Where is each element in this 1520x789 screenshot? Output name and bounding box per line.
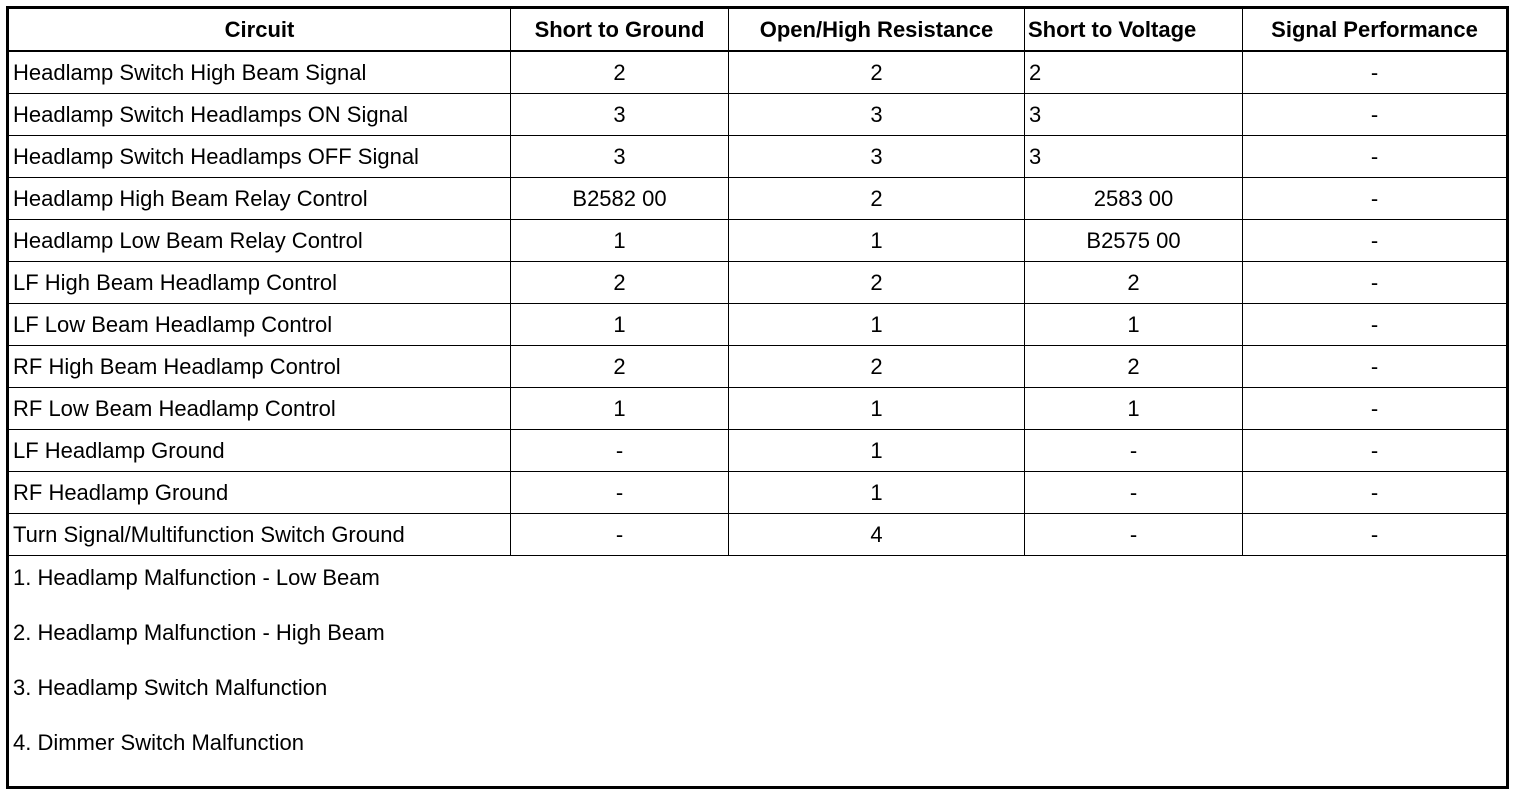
note-4: 4. Dimmer Switch Malfunction	[13, 730, 304, 755]
cell-signal-performance: -	[1243, 262, 1508, 304]
cell-circuit: RF Low Beam Headlamp Control	[8, 388, 511, 430]
cell-short-to-ground: 3	[511, 94, 729, 136]
cell-open-high-resistance: 2	[729, 262, 1025, 304]
cell-short-to-ground: 1	[511, 388, 729, 430]
cell-circuit: LF Headlamp Ground	[8, 430, 511, 472]
table-row	[8, 136, 1508, 178]
cell-circuit: Headlamp Low Beam Relay Control	[8, 220, 511, 262]
cell-open-high-resistance: 3	[729, 136, 1025, 178]
cell-short-to-ground: 2	[511, 262, 729, 304]
cell-short-to-voltage: 2583 00	[1025, 178, 1243, 220]
cell-short-to-ground: -	[511, 430, 729, 472]
cell-short-to-ground: B2582 00	[511, 178, 729, 220]
cell-signal-performance: -	[1243, 220, 1508, 262]
cell-circuit: Headlamp Switch Headlamps ON Signal	[8, 94, 511, 136]
cell-signal-performance: -	[1243, 430, 1508, 472]
table-header	[8, 8, 1508, 52]
cell-short-to-ground: 2	[511, 346, 729, 388]
cell-circuit: RF Headlamp Ground	[8, 472, 511, 514]
notes-cell	[8, 556, 1508, 788]
notes-row	[8, 556, 1508, 788]
table-row	[8, 262, 1508, 304]
header-row	[8, 8, 1508, 52]
cell-signal-performance: -	[1243, 346, 1508, 388]
cell-open-high-resistance: 4	[729, 514, 1025, 556]
cell-short-to-voltage: -	[1025, 472, 1243, 514]
cell-short-to-voltage: -	[1025, 514, 1243, 556]
cell-circuit: Turn Signal/Multifunction Switch Ground	[8, 514, 511, 556]
cell-short-to-voltage: B2575 00	[1025, 220, 1243, 262]
cell-short-to-ground: 3	[511, 136, 729, 178]
table-row	[8, 346, 1508, 388]
header-signal-performance: Signal Performance	[1243, 8, 1508, 52]
table-row	[8, 304, 1508, 346]
cell-open-high-resistance: 1	[729, 430, 1025, 472]
cell-open-high-resistance: 2	[729, 178, 1025, 220]
cell-signal-performance: -	[1243, 178, 1508, 220]
table-row	[8, 220, 1508, 262]
cell-open-high-resistance: 1	[729, 304, 1025, 346]
cell-circuit: Headlamp Switch Headlamps OFF Signal	[8, 136, 511, 178]
note-3: 3. Headlamp Switch Malfunction	[13, 675, 328, 700]
cell-signal-performance: -	[1243, 304, 1508, 346]
circuit-diagnostic-table	[6, 6, 1509, 789]
cell-open-high-resistance: 2	[729, 51, 1025, 94]
table-row	[8, 388, 1508, 430]
cell-open-high-resistance: 1	[729, 220, 1025, 262]
cell-short-to-voltage: 1	[1025, 304, 1243, 346]
cell-short-to-voltage: 2	[1025, 346, 1243, 388]
cell-open-high-resistance: 2	[729, 346, 1025, 388]
cell-short-to-voltage: 2	[1025, 262, 1243, 304]
note-2: 2. Headlamp Malfunction - High Beam	[13, 620, 385, 645]
table-row	[8, 51, 1508, 94]
header-circuit: Circuit	[8, 8, 511, 52]
header-short-to-ground: Short to Ground	[511, 8, 729, 52]
cell-signal-performance: -	[1243, 388, 1508, 430]
cell-circuit: RF High Beam Headlamp Control	[8, 346, 511, 388]
cell-open-high-resistance: 1	[729, 472, 1025, 514]
cell-circuit: LF Low Beam Headlamp Control	[8, 304, 511, 346]
table-row	[8, 430, 1508, 472]
cell-signal-performance: -	[1243, 514, 1508, 556]
table-row	[8, 514, 1508, 556]
table-row	[8, 472, 1508, 514]
table-body	[8, 51, 1508, 788]
cell-signal-performance: -	[1243, 472, 1508, 514]
header-open-high-resistance: Open/High Resistance	[729, 8, 1025, 52]
cell-circuit: LF High Beam Headlamp Control	[8, 262, 511, 304]
table-row	[8, 94, 1508, 136]
cell-circuit: Headlamp High Beam Relay Control	[8, 178, 511, 220]
cell-short-to-ground: 1	[511, 220, 729, 262]
cell-open-high-resistance: 3	[729, 94, 1025, 136]
cell-open-high-resistance: 1	[729, 388, 1025, 430]
cell-signal-performance: -	[1243, 136, 1508, 178]
note-1: 1. Headlamp Malfunction - Low Beam	[13, 565, 380, 590]
cell-short-to-voltage: -	[1025, 430, 1243, 472]
cell-short-to-ground: 2	[511, 51, 729, 94]
cell-short-to-ground: -	[511, 472, 729, 514]
cell-signal-performance: -	[1243, 94, 1508, 136]
cell-short-to-voltage: 3	[1025, 94, 1243, 136]
table-row	[8, 178, 1508, 220]
cell-short-to-ground: 1	[511, 304, 729, 346]
header-short-to-voltage: Short to Voltage	[1025, 8, 1243, 52]
cell-short-to-voltage: 2	[1025, 51, 1243, 94]
cell-short-to-ground: -	[511, 514, 729, 556]
cell-signal-performance: -	[1243, 51, 1508, 94]
cell-circuit: Headlamp Switch High Beam Signal	[8, 51, 511, 94]
cell-short-to-voltage: 3	[1025, 136, 1243, 178]
cell-short-to-voltage: 1	[1025, 388, 1243, 430]
